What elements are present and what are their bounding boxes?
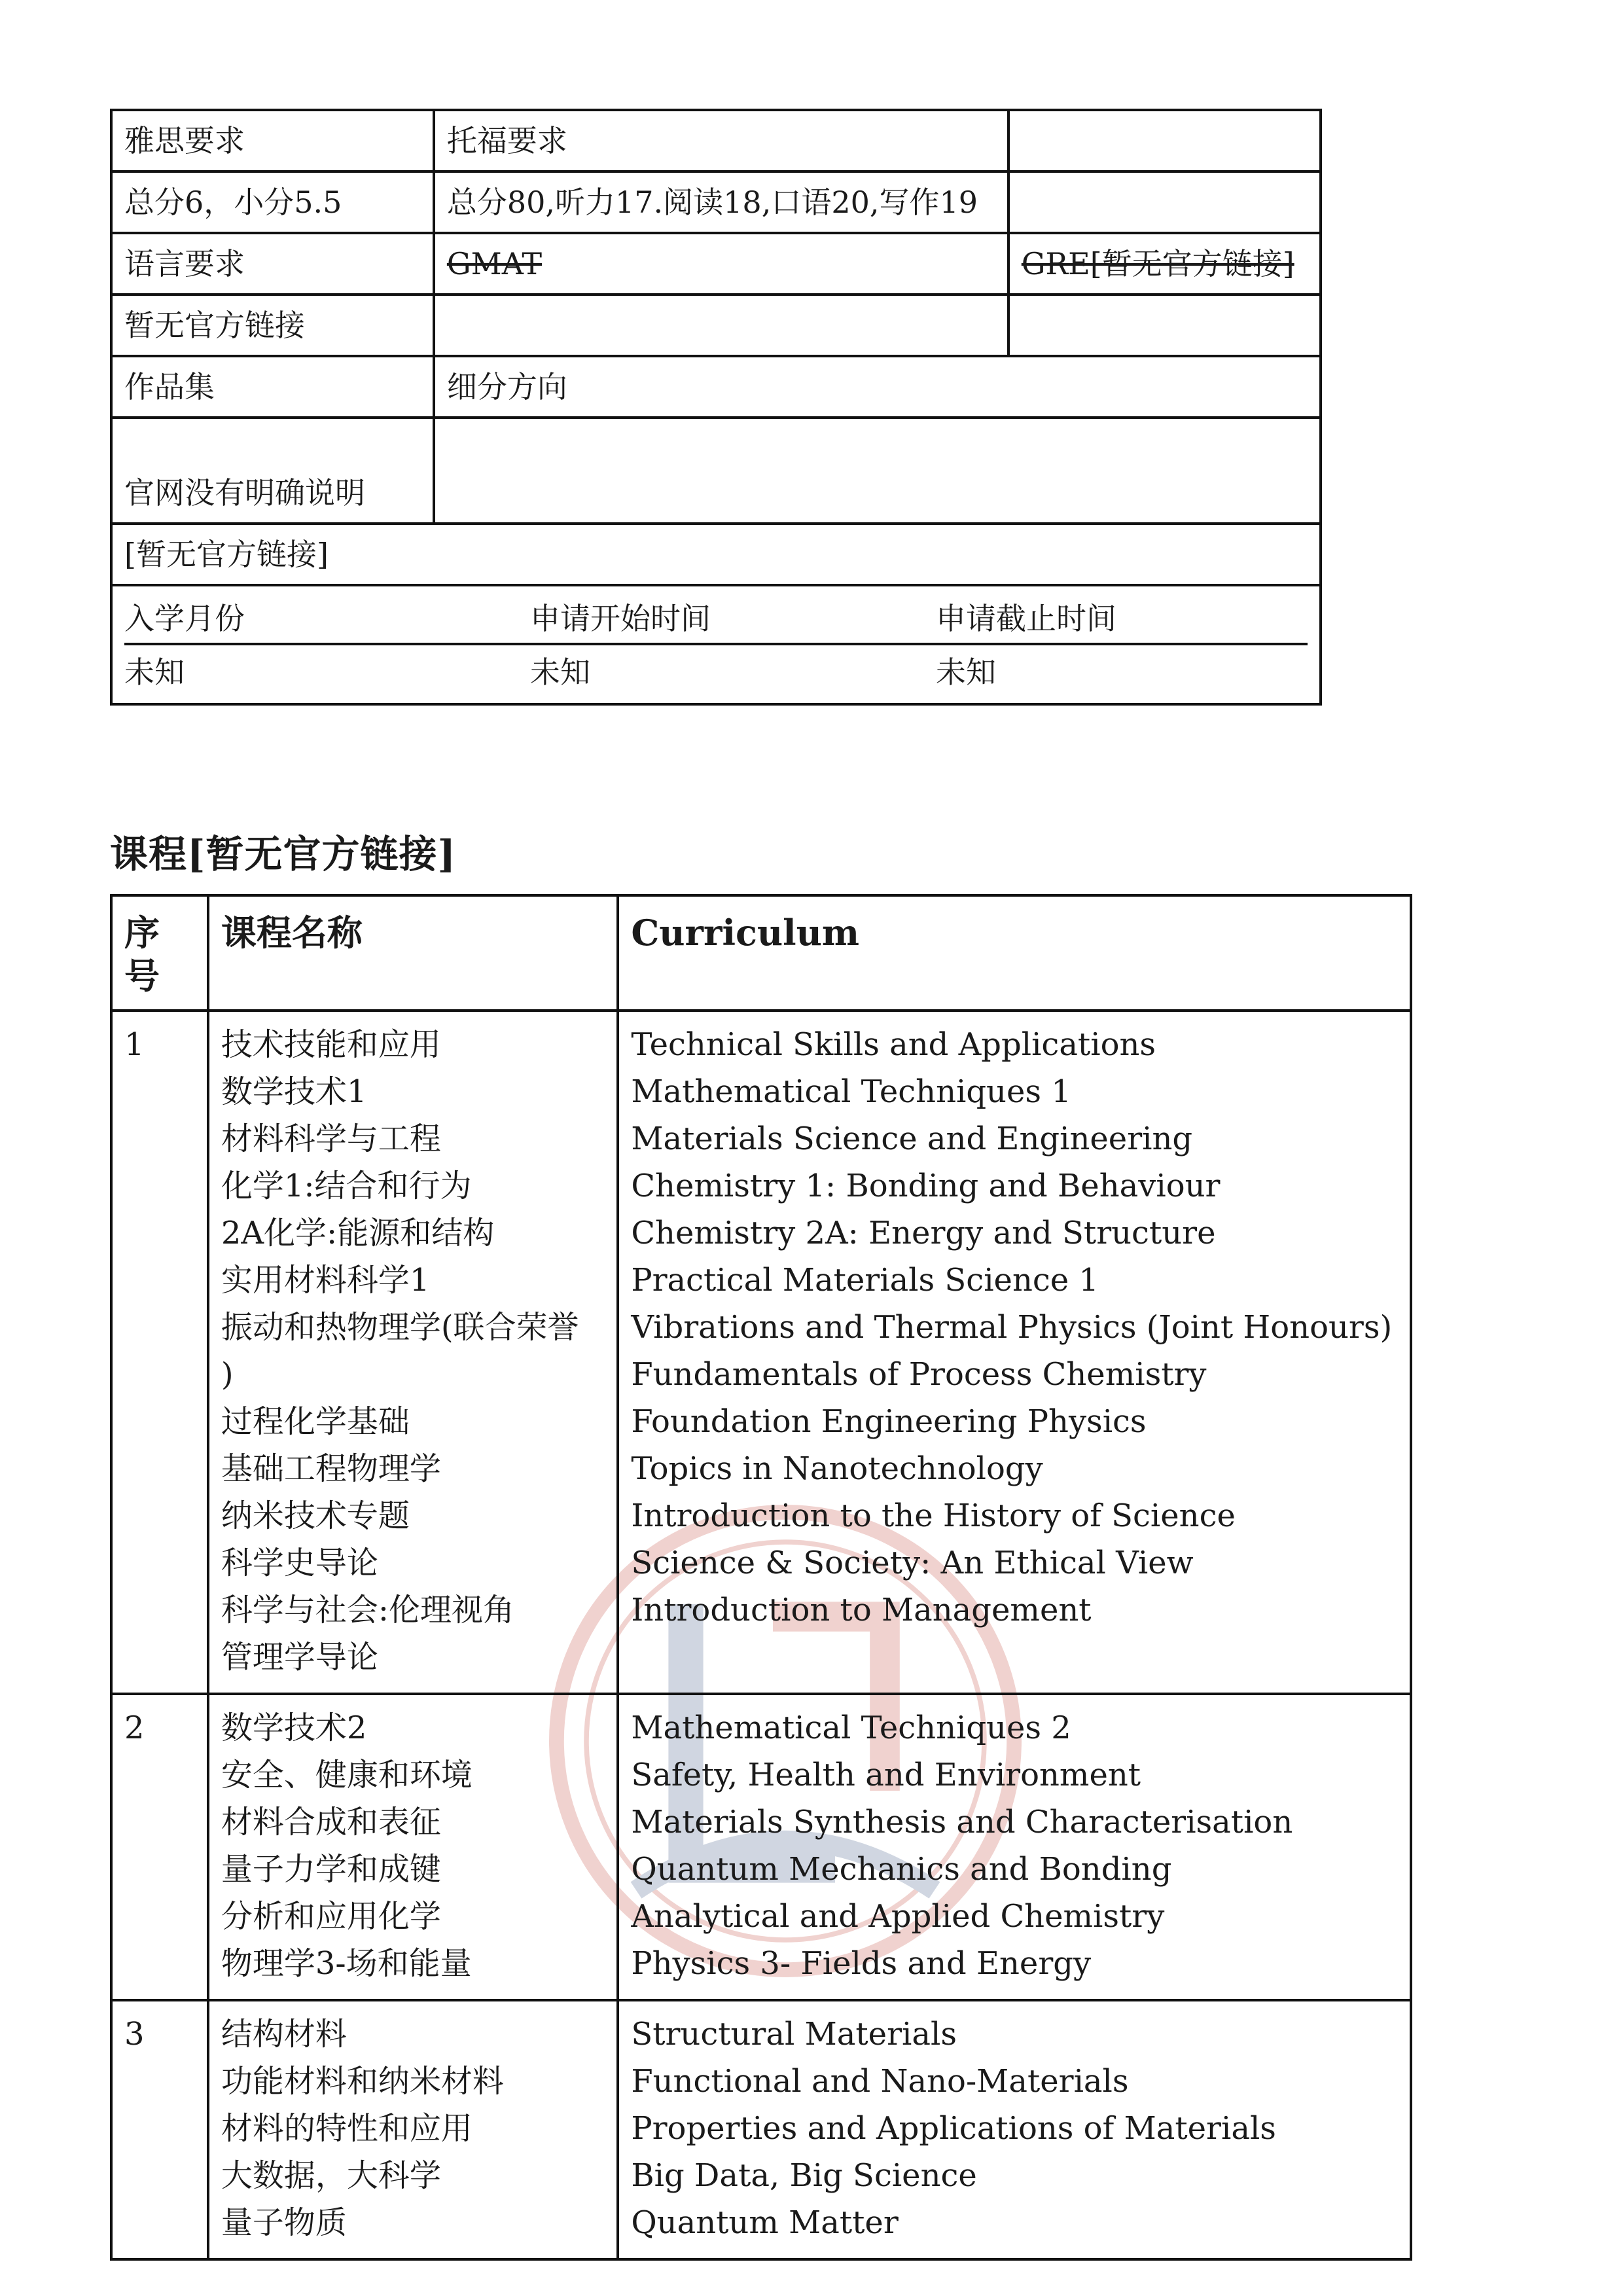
curriculum-header: Curriculum (618, 895, 1411, 1011)
course-names-cn (208, 2000, 618, 2259)
gre-label: GRE[暂无官方链接] (1008, 233, 1321, 295)
table-row (111, 1694, 1411, 2000)
course-name-cn: 数学技术1 (221, 1073, 367, 1110)
course-name-cn: 大数据，大科学 (221, 2157, 441, 2194)
course-name-en: Functional and Nano-Materials (631, 2063, 1129, 2100)
application-deadline-value: 未知 (936, 655, 996, 690)
course-name-cn: 实用材料科学1 (221, 1262, 430, 1299)
course-name-cn: 化学1:结合和行为 (221, 1168, 472, 1204)
course-name-cn: 材料合成和表征 (221, 1804, 441, 1840)
table-row (111, 1011, 1411, 1694)
course-name-header: 课程名称 (208, 895, 618, 1011)
course-names-en (618, 1011, 1411, 1694)
course-name-en: Introduction to the History of Science (631, 1498, 1236, 1534)
course-name-en: Foundation Engineering Physics (631, 1403, 1147, 1440)
course-name-en: Mathematical Techniques 1 (631, 1073, 1071, 1110)
requirements-table (110, 109, 1322, 706)
course-name-cn: 结构材料 (221, 2016, 347, 2053)
course-name-cn: 数学技术2 (221, 1710, 367, 1746)
empty-cell (434, 418, 1321, 524)
course-name-en: Practical Materials Science 1 (631, 1262, 1099, 1299)
schedule-cell (111, 585, 1321, 704)
course-name-cn: 安全、健康和环境 (221, 1757, 473, 1793)
course-names-en (618, 1694, 1411, 2000)
course-name-cn: 2A化学:能源和结构 (221, 1215, 495, 1251)
toefl-value: 总分80,听力17.阅读18,口语20,写作19 (434, 171, 1008, 233)
course-name-en: Materials Synthesis and Characterisation (631, 1804, 1293, 1840)
schedule-grid (124, 589, 1308, 703)
language-label: 语言要求 (111, 233, 434, 295)
course-name-en: Safety, Health and Environment (631, 1757, 1141, 1793)
course-name-cn: 分析和应用化学 (221, 1898, 441, 1935)
course-table (110, 894, 1412, 2261)
course-name-cn: 功能材料和纳米材料 (221, 2063, 504, 2100)
course-name-cn: 量子物质 (221, 2204, 347, 2241)
table-row (111, 295, 1321, 356)
ielts-value: 总分6，小分5.5 (111, 171, 434, 233)
intake-month-header: 入学月份 (124, 589, 530, 645)
application-start-value: 未知 (530, 655, 590, 690)
table-row (111, 233, 1321, 295)
course-name-cn: 纳米技术专题 (221, 1498, 410, 1534)
portfolio-value: 官网没有明确说明 (111, 418, 434, 524)
direction-link-note: [暂无官方链接] (111, 524, 1321, 585)
table-row (111, 171, 1321, 233)
course-name-en: Mathematical Techniques 2 (631, 1710, 1071, 1746)
course-name-en: Topics in Nanotechnology (631, 1450, 1043, 1487)
course-name-en: Physics 3- Fields and Energy (631, 1945, 1092, 1982)
course-name-en: Analytical and Applied Chemistry (631, 1898, 1165, 1935)
course-name-en: Structural Materials (631, 2016, 957, 2053)
course-table-body (111, 1011, 1411, 2259)
course-name-cn: 材料科学与工程 (221, 1121, 441, 1157)
index-header: 序号 (111, 895, 208, 1011)
course-name-cn: 物理学3-场和能量 (221, 1945, 472, 1982)
language-link-note: 暂无官方链接 (111, 295, 434, 356)
year-index: 1 (111, 1011, 208, 1694)
table-row (111, 418, 1321, 524)
course-name-en: Science & Society: An Ethical View (631, 1545, 1194, 1581)
application-deadline-header: 申请截止时间 (936, 589, 1308, 645)
table-header-row (111, 895, 1411, 1011)
table-row (111, 2000, 1411, 2259)
application-start-header: 申请开始时间 (530, 589, 936, 645)
course-name-en: Properties and Applications of Materials (631, 2110, 1276, 2147)
ielts-label: 雅思要求 (111, 110, 434, 171)
year-index: 3 (111, 2000, 208, 2259)
table-row (111, 524, 1321, 585)
table-row (111, 585, 1321, 704)
gmat-label: GMAT (434, 233, 1008, 295)
course-name-cn: 过程化学基础 (221, 1403, 410, 1440)
course-name-en: Quantum Matter (631, 2204, 899, 2241)
course-names-cn (208, 1011, 618, 1694)
course-name-en: Materials Science and Engineering (631, 1121, 1193, 1157)
empty-cell (1008, 171, 1321, 233)
course-names-cn (208, 1694, 618, 2000)
course-name-cn: 科学与社会:伦理视角 (221, 1592, 515, 1628)
table-row (111, 356, 1321, 418)
course-name-cn: 量子力学和成键 (221, 1851, 441, 1888)
table-row (111, 110, 1321, 171)
course-name-cn: 管理学导论 (221, 1639, 378, 1676)
toefl-label: 托福要求 (434, 110, 1008, 171)
course-section-title: 课程[暂无官方链接] (110, 832, 456, 876)
course-name-cn: 基础工程物理学 (221, 1450, 441, 1487)
course-name-cn: 材料的特性和应用 (221, 2110, 473, 2147)
course-names-en (618, 2000, 1411, 2259)
course-name-cn: 振动和热物理学(联合荣誉 (221, 1309, 579, 1346)
course-name-en: Chemistry 2A: Energy and Structure (631, 1215, 1216, 1251)
year-index: 2 (111, 1694, 208, 2000)
course-name-en: Introduction to Management (631, 1592, 1092, 1628)
direction-label: 细分方向 (434, 356, 1321, 418)
course-name-en: Big Data, Big Science (631, 2157, 977, 2194)
portfolio-label: 作品集 (111, 356, 434, 418)
intake-month-value: 未知 (124, 655, 185, 690)
course-name-cn: ) (221, 1356, 234, 1393)
course-name-cn: 技术技能和应用 (221, 1026, 441, 1063)
empty-cell (434, 295, 1008, 356)
course-name-en: Vibrations and Thermal Physics (Joint Honours) (631, 1309, 1393, 1346)
empty-cell (1008, 110, 1321, 171)
course-name-en: Quantum Mechanics and Bonding (631, 1851, 1172, 1888)
course-name-en: Chemistry 1: Bonding and Behaviour (631, 1168, 1221, 1204)
course-name-cn: 科学史导论 (221, 1545, 378, 1581)
course-name-en: Fundamentals of Process Chemistry (631, 1356, 1207, 1393)
course-name-en: Technical Skills and Applications (631, 1026, 1156, 1063)
empty-cell (1008, 295, 1321, 356)
